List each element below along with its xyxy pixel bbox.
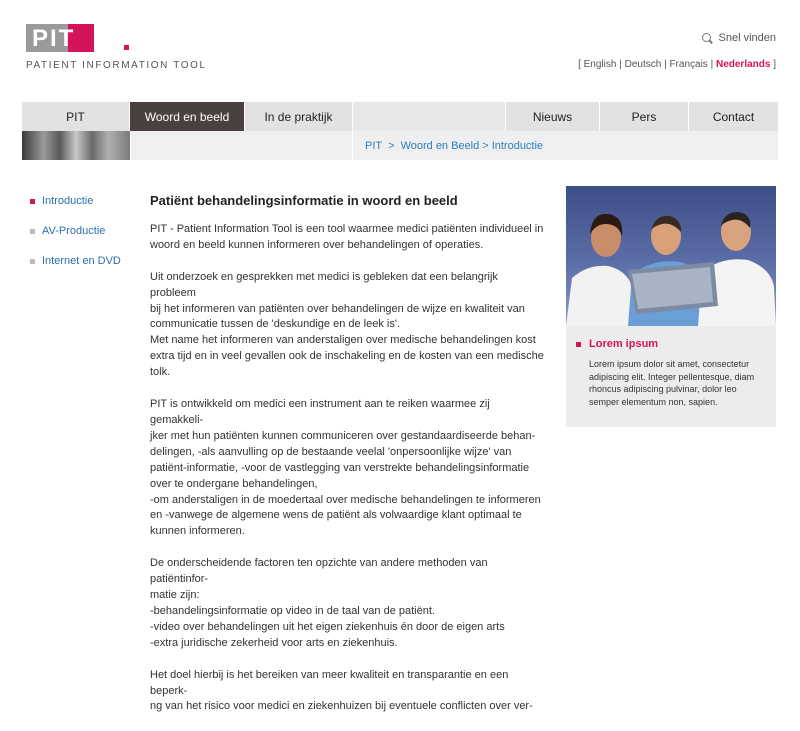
sidebar-nav [30,195,121,285]
page-title: Patiënt behandelingsinformatie in woord en beeld [150,193,458,208]
logo-dot [124,45,129,50]
breadcrumb-current: Introductie [491,139,544,152]
logo-subtitle: PATIENT INFORMATION TOOL [26,60,207,71]
site-logo[interactable] [26,24,216,72]
lang-nederlands[interactable]: Nederlands [715,59,771,70]
search-icon [702,33,713,44]
logo-letters: PIT [32,25,76,52]
nav-item-nieuws[interactable]: Nieuws [506,102,600,131]
breadcrumb-separator: > [482,139,489,152]
paragraph: Uit onderzoek en gesprekken met medici is gebleken dat een belangrijk probleem bij het informeren van patiënten over behandelingen de wijze en kwaliteit van communicatie tussen de 'deskundige en de leek is'. Met name het informeren van anderstaligen over medische behandelingen kost extra tijd en in veel gevallen ook de inschakeling en de kosten van een medische tolk. [150,270,544,379]
paragraph: PIT is ontwikkeld om medici een instrument aan te reiken waarmee zij gemakkeli- jker met hun patiënten kunnen communiceren over gestandaardiseerde behan- delingen, -als aanvulling op de bestaande veelal 'onpersoonlijke wijze' van patiënt-informatie, -voor de vastlegging van verstrekte behandelingsinformatie over te ondergane behandelingen, -om anderstaligen in de moedertaal over medische behandelingen te informeren en -vanwege de algemene wens de patiënt als volwaardige klant optimaal te kunnen informeren. [150,398,541,538]
quick-find-label: Snel vinden [718,32,776,44]
nav-item-woord-en-beeld[interactable]: Woord en beeld [130,102,245,131]
bullet-icon [30,229,35,234]
lang-francais[interactable]: Français [669,59,708,70]
sidebar-item-label: Internet en DVD [42,255,121,267]
subbar-spacer [131,131,352,160]
breadcrumb-section[interactable]: Woord en Beeld [400,139,480,152]
info-box [566,186,776,427]
sidebar-item-av-productie[interactable] [30,225,121,237]
sidebar-item-label: Introductie [42,195,94,207]
nav-item-in-de-praktijk[interactable]: In de praktijk [245,102,353,131]
sidebar-item-introductie[interactable] [30,195,121,207]
lang-english[interactable]: English [583,59,617,70]
nav-item-contact[interactable]: Contact [689,102,778,131]
bullet-icon [30,199,35,204]
breadcrumb-separator: > [388,139,395,152]
language-switcher: [ English | Deutsch | Français | Nederlands ] [578,59,776,70]
bullet-icon [576,342,581,347]
quick-find-link[interactable] [702,32,777,44]
lang-deutsch[interactable]: Deutsch [624,59,662,70]
main-content [150,193,545,731]
logo-mark [26,24,94,52]
aside-title [576,338,776,350]
breadcrumb [353,131,778,160]
aside-title-label: Lorem ipsum [589,338,659,350]
bullet-icon [30,259,35,264]
nav-spacer [353,102,506,131]
sidebar-item-label: AV-Productie [42,225,106,237]
aside-text: Lorem ipsum dolor sit amet, consectetur adipiscing elit. Integer pellentesque, diam rhoncus adipiscing pulvinar, dolor leo semper elementum non, sapien. [589,359,755,407]
nav-item-pit[interactable]: PIT [22,102,130,131]
nav-item-pers[interactable]: Pers [600,102,689,131]
breadcrumb-home[interactable]: PIT [365,139,383,152]
paragraph: Het doel hierbij is het bereiken van meer kwaliteit en transparantie en een beperk- ng van het risico voor medici en ziekenhuizen bij eventuele conflicten over ver- [150,668,533,713]
header-banner-image [22,131,130,160]
paragraph: PIT - Patient Information Tool is een tool waarmee medici patiënten individueel in woord en beeld kunnen informeren over behandelingen of operaties. [150,222,544,251]
main-nav [22,102,778,131]
doctors-photo [566,186,776,326]
sidebar-item-internet-en-dvd[interactable] [30,255,121,267]
paragraph: De onderscheidende factoren ten opzichte van andere methoden van patiëntinfor- matie zijn: -behandelingsinformatie op video in de taal van de patiënt. -video over behandelingen uit het eigen ziekenhuis én door de eigen arts -extra juridische zekerheid voor arts en ziekenhuis. [150,557,505,649]
